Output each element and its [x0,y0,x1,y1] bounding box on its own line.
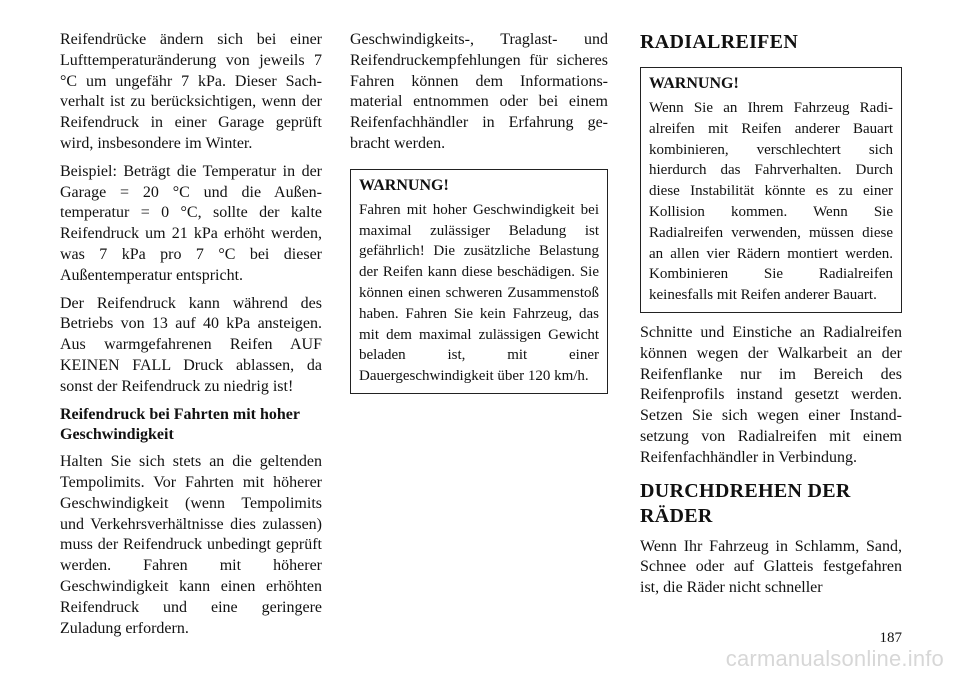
paragraph-stuck-vehicle: Wenn Ihr Fahrzeug in Schlamm, Sand, Schnee oder auf Glatteis festgefahren ist, die Räder nicht schneller [640,537,902,597]
subheading-high-speed: Reifendruck bei Fahrten mit hoher Geschwindigkeit [60,405,300,444]
paragraph-radial-repair: Schnitte und Einstiche an Radialreifen können wegen der Walkarbeit an der Reifenflanke nur im Bereich des Reifenprofils instand gesetzt werden. Setzen Sie sich wegen einer Instandsetzung von Radialreifen mit einem Reifenfachhändler in Verbindung. [640,323,902,466]
warning-text: Fahren mit hoher Geschwindigkeit bei maximal zulässiger Beladung ist gefährlich! Die zusätzliche Belastung der Reifen kann diese beschädigen. Sie können einen schweren Zusammenstoß haben. Fahren Sie kein Fahrzeug, das mit dem maximal zulässigen Gewicht beladen ist, mit einer Dauergeschwindigkeit über 120 km/h. [359,201,599,385]
watermark-text: carmanualsonline.info [725,646,944,671]
heading-wheel-spin: DURCHDREHEN DER RÄDER [640,479,851,527]
paragraph-recommendations: Geschwindigkeits-, Traglast- und Reifendruckempfehlungen für sicheres Fahren können dem Informationsmaterial entnommen oder bei einem Reifenfachhändler in Erfahrung gebracht werden. [350,31,608,152]
column-middle [350,30,608,404]
warning-box-radial [640,67,902,313]
warning-text: Wenn Sie an Ihrem Fahrzeug Radialreifen mit Reifen anderer Bauart kombinieren, verschlechtert sich hierdurch das Fahrverhalten. Durch diese Instabilität könnte es zu einer Kollision kommen. Wenn Sie Radialreifen verwenden, müssen diese an allen vier Rädern montiert werden. Kombinieren Sie Radialreifen keinesfalls mit Reifen anderer Bauart. [649,100,893,304]
column-right [640,30,902,606]
warning-title: WARNUNG! [649,75,739,92]
warning-box-high-speed [350,169,608,394]
paragraph-temperature: Reifendrücke ändern sich bei einer Lufttemperaturänderung von jeweils 7 °C um ungefähr 7 kPa. Dieser Sachverhalt ist zu berücksichtigen, wenn der Reifendruck in einer Garage geprüft wird, insbesondere im Winter. [60,31,322,152]
paragraph-speed-limits: Halten Sie sich stets an die geltenden Tempolimits. Vor Fahrten mit höherer Geschwindigkeit (wenn Tempolimits und Verkehrsverhältnisse dies zulassen) muss der Reifendruck unbedingt geprüft werden. Fahren mit höherer Geschwindigkeit kann einen erhöhten Reifendruck und eine geringere Zuladung erfordern. [60,453,322,637]
page-number: 187 [879,630,902,646]
paragraph-example: Beispiel: Beträgt die Temperatur in der Garage = 20 °C und die Außentemperatur = 0 °C, sollte der kalte Reifendruck um 21 kPa erhöht werden, was 7 kPa pro 7 °C bei dieser Außentemperatur entspricht. [60,162,322,284]
warning-title: WARNUNG! [359,176,449,194]
paragraph-operation-pressure: Der Reifendruck kann während des Betriebs von 13 auf 40 kPa ansteigen. Aus warmgefahrenen Reifen AUF KEINEN FALL Druck ablassen, da sonst der Reifendruck zu niedrig ist! [60,294,322,395]
heading-radial-tires: RADIALREIFEN [640,31,799,53]
column-left [60,30,322,646]
